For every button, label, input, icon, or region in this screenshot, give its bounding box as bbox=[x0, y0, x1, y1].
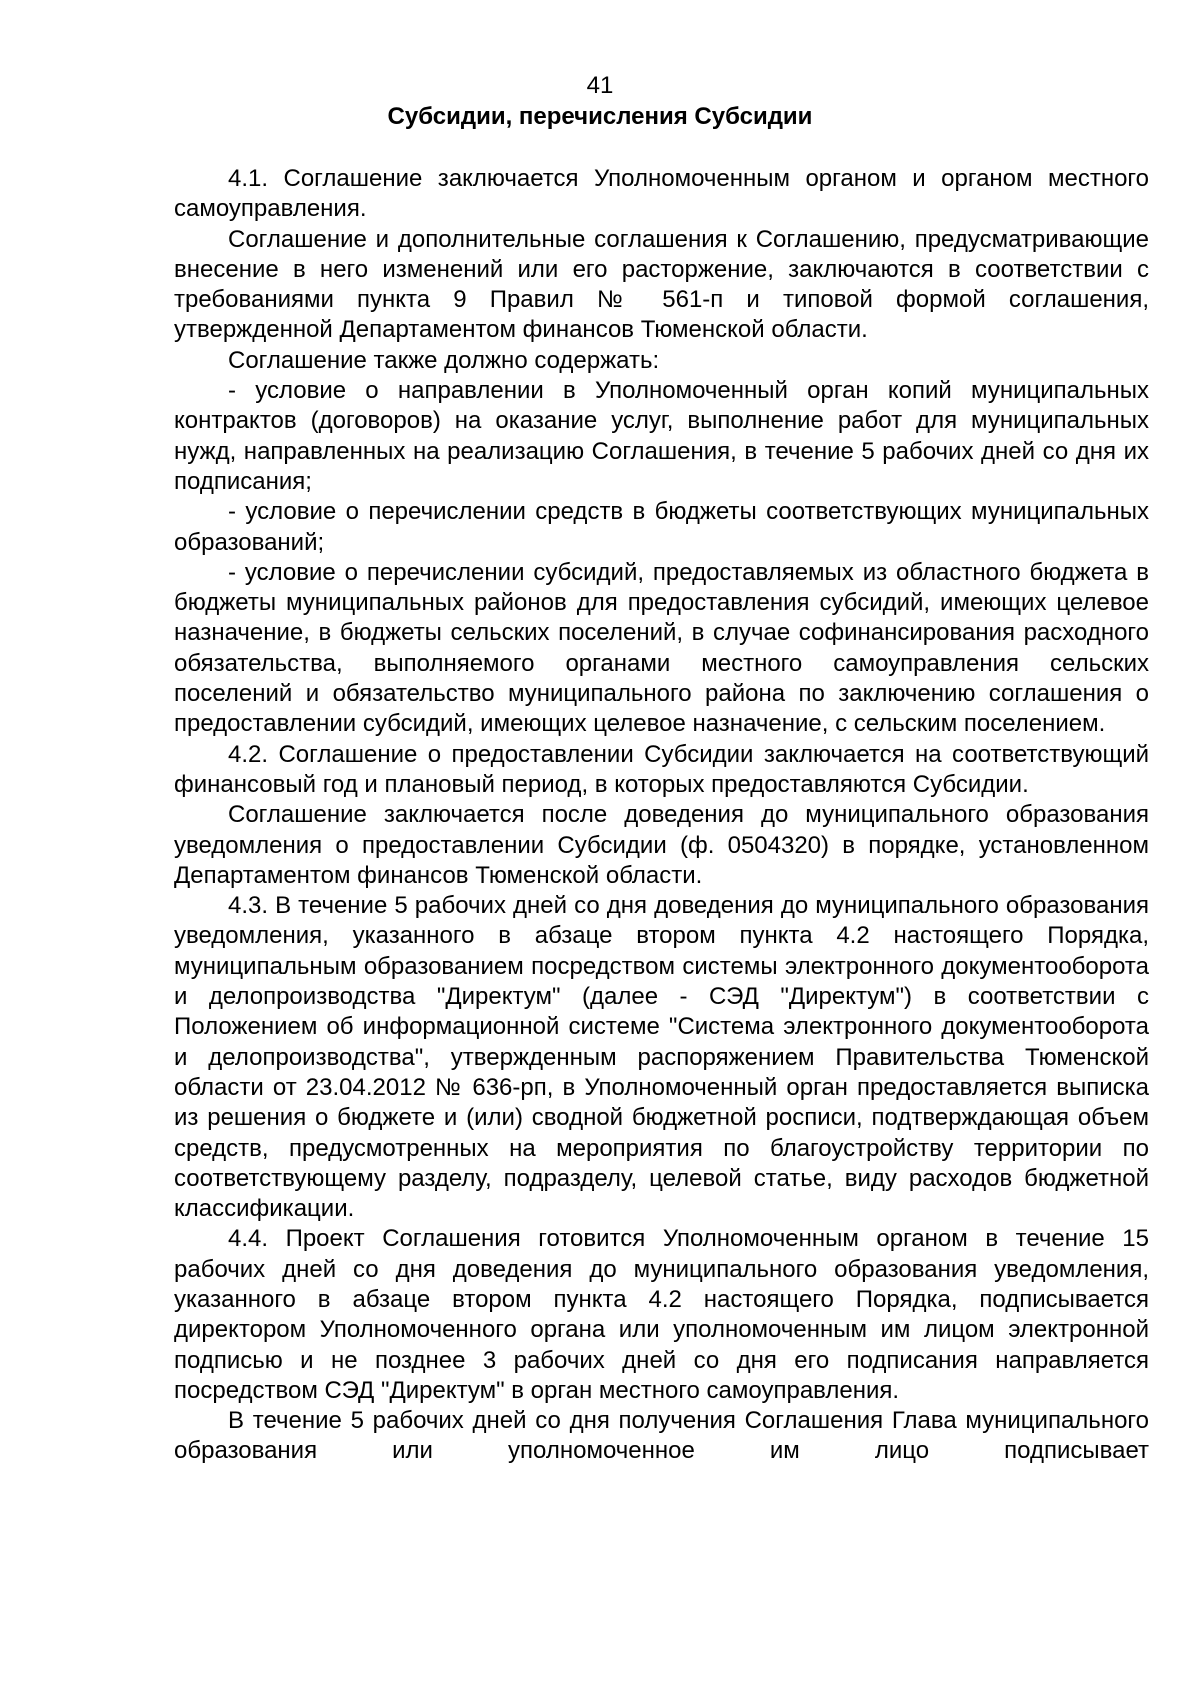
list-item-contracts: - условие о направлении в Уполномоченный орган копий муниципальных контрактов (договоров) на оказание услуг, выполнение работ для муниципальных нужд, направленных на реализацию Соглашения, в течение 5 рабочих дней со дня их подписания; bbox=[174, 377, 1149, 495]
paragraph-agreement-conclusion: Соглашение заключается после доведения до муниципального образования уведомления о предоставлении Субсидии (ф. 0504320) в порядке, установленном Департаментом финансов Тюменской области. bbox=[174, 801, 1149, 889]
paragraph-4-4: 4.4. Проект Соглашения готовится Уполномоченным органом в течение 15 рабочих дней со дня доведения до муниципального образования уведомления, указанного в абзаце втором пункта 4.2 настоящего Порядка, подписывается директором Уполномоченного органа или уполномоченным им лицом электронной подписью и не позднее 3 рабочих дней со дня его подписания направляется посредством СЭД "Директум" в орган местного самоуправления. bbox=[174, 1225, 1149, 1404]
paragraph-4-1: 4.1. Соглашение заключается Уполномоченным органом и органом местного самоуправления. bbox=[174, 165, 1149, 223]
paragraph-4-2: 4.2. Соглашение о предоставлении Субсидии заключается на соответствующий финансовый год и плановый период, в которых предоставляются Субсидии. bbox=[174, 740, 1149, 798]
paragraph-signing: В течение 5 рабочих дней со дня получения Соглашения Глава муниципального образования или уполномоченное им лицо подписывает bbox=[174, 1407, 1149, 1465]
paragraph-agreement-terms: Соглашение и дополнительные соглашения к Соглашению, предусматривающие внесение в него изменений или его расторжение, заключаются в соответствии с требованиями пункта 9 Правил № 561-п и типовой формой соглашения, утвержденной Департаментом финансов Тюменской области. bbox=[174, 225, 1149, 344]
paragraph-4-3: 4.3. В течение 5 рабочих дней со дня доведения до муниципального образования уведомления, указанного в абзаце втором пункта 4.2 настоящего Порядка, муниципальным образованием посредством системы электронного документооборота и делопроизводства "Директум" (далее - СЭД "Директум") в соответствии с Положением об информационной системе "Система электронного документооборота и делопроизводства", утвержденным распоряжением Правительства Тюменской области от 23.04.2012 № 636-рп, в Уполномоченный орган предоставляется выписка из решения о бюджете и (или) сводной бюджетной росписи, подтверждающая объем средств, предусмотренных на мероприятия по благоустройству территории по соответствующему разделу, подразделу, целевой статье, виду расходов бюджетной классификации. bbox=[174, 892, 1149, 1223]
list-item-transfer-funds: - условие о перечислении средств в бюджеты соответствующих муниципальных образований; bbox=[174, 498, 1149, 556]
page-number: 41 bbox=[586, 72, 614, 99]
document-body bbox=[174, 164, 1149, 1467]
section-heading: Субсидии, перечисления Субсидии bbox=[387, 103, 813, 130]
paragraph-agreement-contents: Соглашение также должно содержать: bbox=[228, 346, 660, 374]
list-item-transfer-subsidies: - условие о перечислении субсидий, предоставляемых из областного бюджета в бюджеты муниципальных районов для предоставления субсидий, имеющих целевое назначение, в бюджеты сельских поселений, в случае софинансирования расходного обязательства, выполняемого органами местного самоуправления сельских поселений и обязательство муниципального района по заключению соглашения о предоставлении субсидий, имеющих целевое назначение, с сельским поселением. bbox=[174, 558, 1149, 738]
